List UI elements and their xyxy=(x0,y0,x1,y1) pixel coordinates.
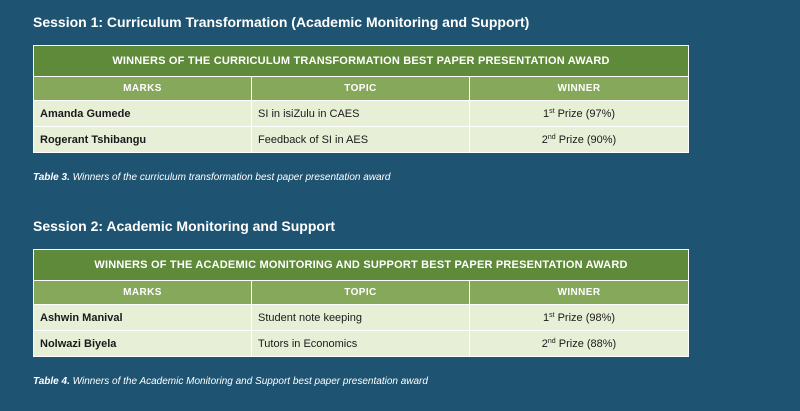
prize-cell xyxy=(470,127,689,153)
caption-text: Winners of the curriculum transformation best paper presentation award xyxy=(69,172,391,183)
prize-text: Prize (97%) xyxy=(554,107,616,120)
winner-name: Rogerant Tshibangu xyxy=(34,127,252,153)
table-3-caption xyxy=(33,172,391,183)
paper-topic: Feedback of SI in AES xyxy=(252,127,470,153)
prize-place-suffix: nd xyxy=(547,337,556,345)
column-header-topic: TOPIC xyxy=(252,77,470,101)
award-table-session-2 xyxy=(33,249,689,357)
table-row xyxy=(34,127,689,153)
prize-place-suffix: st xyxy=(549,311,555,319)
winner-name: Nolwazi Biyela xyxy=(34,331,252,357)
paper-topic: Tutors in Economics xyxy=(252,331,470,357)
paper-topic: SI in isiZulu in CAES xyxy=(252,101,470,127)
award-table-session-1 xyxy=(33,45,689,153)
table-4-caption xyxy=(33,376,428,387)
paper-topic: Student note keeping xyxy=(252,305,470,331)
table-row xyxy=(34,101,689,127)
caption-label: Table 3. xyxy=(33,172,70,183)
caption-text: Winners of the Academic Monitoring and Support best paper presentation award xyxy=(69,376,428,387)
column-header-topic: TOPIC xyxy=(252,281,470,305)
prize-place-number: 1 xyxy=(542,107,550,120)
prize-place-number: 2 xyxy=(541,133,548,146)
prize-text: Prize (98%) xyxy=(554,311,616,324)
session-1-heading: Session 1: Curriculum Transformation (Academic Monitoring and Support) xyxy=(33,14,530,30)
caption-label: Table 4. xyxy=(33,376,70,387)
prize-cell xyxy=(470,331,689,357)
table-title: WINNERS OF THE ACADEMIC MONITORING AND SUPPORT BEST PAPER PRESENTATION AWARD xyxy=(34,250,689,281)
column-header-marks: MARKS xyxy=(34,281,252,305)
prize-cell xyxy=(470,101,689,127)
winner-name: Ashwin Manival xyxy=(34,305,252,331)
column-header-marks: MARKS xyxy=(34,77,252,101)
prize-place-number: 2 xyxy=(541,337,548,350)
prize-place-suffix: st xyxy=(549,107,555,115)
prize-cell xyxy=(470,305,689,331)
session-2-heading: Session 2: Academic Monitoring and Support xyxy=(33,218,336,234)
prize-text: Prize (90%) xyxy=(555,133,617,146)
prize-place-suffix: nd xyxy=(547,133,556,141)
table-row xyxy=(34,331,689,357)
prize-text: Prize (88%) xyxy=(555,337,617,350)
table-title: WINNERS OF THE CURRICULUM TRANSFORMATION BEST PAPER PRESENTATION AWARD xyxy=(34,46,689,77)
prize-place-number: 1 xyxy=(542,311,550,324)
column-header-winner: WINNER xyxy=(470,281,689,305)
column-header-winner: WINNER xyxy=(470,77,689,101)
table-row xyxy=(34,305,689,331)
winner-name: Amanda Gumede xyxy=(34,101,252,127)
